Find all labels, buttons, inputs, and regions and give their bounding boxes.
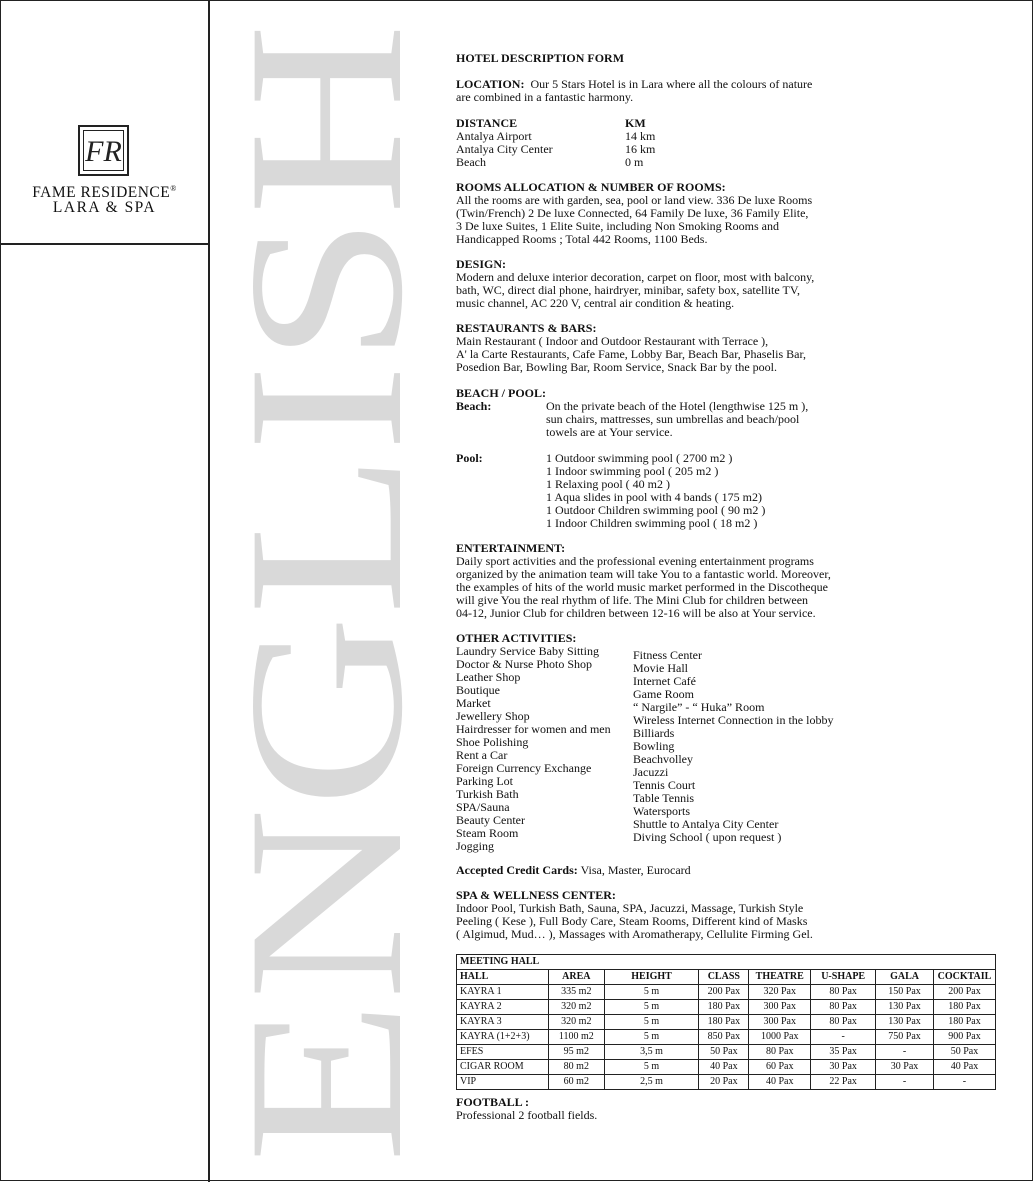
table-cell: 200 Pax bbox=[699, 985, 749, 1000]
brand-name-text: FAME RESIDENCE bbox=[32, 184, 171, 202]
table-cell: KAYRA 3 bbox=[457, 1015, 549, 1030]
table-cell: 1000 Pax bbox=[749, 1030, 811, 1045]
header-cell: THEATRE bbox=[749, 970, 811, 985]
table-cell: 60 m2 bbox=[548, 1075, 604, 1090]
table-cell: 180 Pax bbox=[699, 1000, 749, 1015]
table-cell: 200 Pax bbox=[933, 985, 995, 1000]
distance-km: 0 m bbox=[625, 155, 644, 169]
activity-item: Beachvolley bbox=[633, 752, 693, 766]
table-cell: 22 Pax bbox=[811, 1075, 876, 1090]
football-text: Professional 2 football fields. bbox=[456, 1108, 598, 1122]
entertainment-line: the examples of hits of the world music market performed in the Discotheque bbox=[456, 580, 828, 594]
table-cell: 80 Pax bbox=[811, 1015, 876, 1030]
rooms-line: Handicapped Rooms ; Total 442 Rooms, 1100 Beds. bbox=[456, 232, 708, 246]
pool-item: 1 Aqua slides in pool with 4 bands ( 175 m2) bbox=[546, 490, 762, 504]
registered-mark: ® bbox=[170, 184, 177, 193]
spa-section bbox=[456, 889, 1026, 941]
pool-item: 1 Indoor Children swimming pool ( 18 m2 ) bbox=[546, 516, 758, 530]
activity-item: Rent a Car bbox=[456, 748, 508, 762]
table-cell: 900 Pax bbox=[933, 1030, 995, 1045]
rooms-line: 3 De luxe Suites, 1 Elite Suite, including Non Smoking Rooms and bbox=[456, 219, 779, 233]
beach-line: towels are at Your service. bbox=[546, 425, 673, 439]
table-cell: 20 Pax bbox=[699, 1075, 749, 1090]
table-cell: - bbox=[876, 1045, 934, 1060]
table-cell: 850 Pax bbox=[699, 1030, 749, 1045]
distance-km: 16 km bbox=[625, 142, 656, 156]
table-cell: 5 m bbox=[604, 985, 699, 1000]
table-cell: 180 Pax bbox=[699, 1015, 749, 1030]
table-cell: 320 m2 bbox=[548, 1015, 604, 1030]
meeting-hall-section bbox=[456, 954, 1026, 1090]
logo-box bbox=[1, 1, 208, 245]
table-header-row bbox=[457, 970, 996, 985]
beach-text bbox=[546, 400, 808, 439]
location-text-1: Our 5 Stars Hotel is in Lara where all the colours of nature bbox=[530, 77, 813, 91]
sidebar bbox=[1, 1, 210, 1182]
header-cell: COCKTAIL bbox=[933, 970, 995, 985]
table-row bbox=[457, 1060, 996, 1075]
table-cell: - bbox=[811, 1030, 876, 1045]
table-cell: 300 Pax bbox=[749, 1000, 811, 1015]
beach-pool-section bbox=[456, 386, 1026, 530]
form-title: HOTEL DESCRIPTION FORM bbox=[456, 51, 625, 65]
brand-subtitle: LARA & SPA bbox=[52, 199, 157, 216]
table-cell: 30 Pax bbox=[811, 1060, 876, 1075]
football-section bbox=[456, 1096, 1026, 1122]
activity-item: Turkish Bath bbox=[456, 787, 519, 801]
restaurants-line: A' la Carte Restaurants, Cafe Fame, Lobby Bar, Beach Bar, Phaselis Bar, bbox=[456, 347, 806, 361]
location-section bbox=[456, 78, 1026, 104]
table-cell: 150 Pax bbox=[876, 985, 934, 1000]
design-line: music channel, AC 220 V, central air condition & heating. bbox=[456, 296, 735, 310]
design-line: Modern and deluxe interior decoration, carpet on floor, most with balcony, bbox=[456, 270, 815, 284]
activity-item: “ Nargile” - “ Huka” Room bbox=[633, 700, 765, 714]
activity-item: Shuttle to Antalya City Center bbox=[633, 817, 779, 831]
credit-cards-text: Visa, Master, Eurocard bbox=[580, 863, 691, 877]
activities-label: OTHER ACTIVITIES: bbox=[456, 631, 577, 645]
table-cell: EFES bbox=[457, 1045, 549, 1060]
table-cell: - bbox=[933, 1075, 995, 1090]
pool-label: Pool: bbox=[456, 451, 483, 465]
beach-line: sun chairs, mattresses, sun umbrellas and beach/pool bbox=[546, 412, 800, 426]
entertainment-line: 04-12, Junior Club for children between 12-16 will be also at Your service. bbox=[456, 606, 816, 620]
header-cell: HALL bbox=[457, 970, 549, 985]
activities-section bbox=[456, 631, 1026, 853]
activity-item: SPA/Sauna bbox=[456, 800, 510, 814]
table-cell: KAYRA 2 bbox=[457, 1000, 549, 1015]
activity-item: Tennis Court bbox=[633, 778, 696, 792]
activity-item: Foreign Currency Exchange bbox=[456, 761, 592, 775]
table-row bbox=[457, 1000, 996, 1015]
table-cell: - bbox=[876, 1075, 934, 1090]
table-cell: 60 Pax bbox=[749, 1060, 811, 1075]
table-cell: 40 Pax bbox=[749, 1075, 811, 1090]
credit-cards bbox=[456, 864, 1026, 877]
design-line: bath, WC, direct dial phone, hairdryer, minibar, safety box, satellite TV, bbox=[456, 283, 800, 297]
activity-item: Billiards bbox=[633, 726, 675, 740]
beach-pool-label: BEACH / POOL: bbox=[456, 386, 547, 400]
activity-item: Shoe Polishing bbox=[456, 735, 529, 749]
activity-item: Doctor & Nurse Photo Shop bbox=[456, 657, 592, 671]
activities-left-list bbox=[456, 645, 611, 853]
distance-place: Antalya Airport bbox=[456, 129, 532, 143]
activities-right-list bbox=[633, 649, 833, 844]
rooms-line: All the rooms are with garden, sea, pool or land view. 336 De luxe Rooms bbox=[456, 193, 813, 207]
entertainment-label: ENTERTAINMENT: bbox=[456, 541, 566, 555]
table-cell: 50 Pax bbox=[699, 1045, 749, 1060]
entertainment-line: organized by the animation team will take You to a fantastic world. Moreover, bbox=[456, 567, 831, 581]
table-cell: 30 Pax bbox=[876, 1060, 934, 1075]
table-cell: 35 Pax bbox=[811, 1045, 876, 1060]
activity-item: Bowling bbox=[633, 739, 675, 753]
entertainment-section bbox=[456, 542, 1026, 620]
table-cell: 750 Pax bbox=[876, 1030, 934, 1045]
restaurants-line: Posedion Bar, Bowling Bar, Room Service, Snack Bar by the pool. bbox=[456, 360, 777, 374]
distance-section bbox=[456, 117, 1026, 169]
distance-km: 14 km bbox=[625, 129, 656, 143]
activity-item: Parking Lot bbox=[456, 774, 513, 788]
table-row bbox=[457, 1015, 996, 1030]
activity-item: Jewellery Shop bbox=[456, 709, 530, 723]
table-cell: 2,5 m bbox=[604, 1075, 699, 1090]
header-cell: GALA bbox=[876, 970, 934, 985]
activity-item: Movie Hall bbox=[633, 661, 688, 675]
restaurants-line: Main Restaurant ( Indoor and Outdoor Restaurant with Terrace ), bbox=[456, 334, 769, 348]
table-cell: 320 Pax bbox=[749, 985, 811, 1000]
spa-label: SPA & WELLNESS CENTER: bbox=[456, 888, 616, 902]
activity-item: Internet Café bbox=[633, 674, 696, 688]
activity-item: Fitness Center bbox=[633, 648, 702, 662]
restaurants-section bbox=[456, 322, 1026, 374]
entertainment-line: Daily sport activities and the professional evening entertainment programs bbox=[456, 554, 814, 568]
table-cell: 1100 m2 bbox=[548, 1030, 604, 1045]
entertainment-line: will give You the real rhythm of life. The Mini Club for children between bbox=[456, 593, 809, 607]
table-row bbox=[457, 1075, 996, 1090]
table-cell: 320 m2 bbox=[548, 1000, 604, 1015]
table-cell: 40 Pax bbox=[933, 1060, 995, 1075]
distance-place: Antalya City Center bbox=[456, 142, 553, 156]
header-cell: CLASS bbox=[699, 970, 749, 985]
table-cell: 5 m bbox=[604, 1060, 699, 1075]
table-cell: 5 m bbox=[604, 1030, 699, 1045]
table-cell: 80 m2 bbox=[548, 1060, 604, 1075]
activity-item: Market bbox=[456, 696, 491, 710]
activity-item: Game Room bbox=[633, 687, 694, 701]
table-cell: 180 Pax bbox=[933, 1015, 995, 1030]
table-cell: KAYRA 1 bbox=[457, 985, 549, 1000]
table-cell: 300 Pax bbox=[749, 1015, 811, 1030]
distance-place: Beach bbox=[456, 155, 486, 169]
table-cell: 80 Pax bbox=[811, 1000, 876, 1015]
table-cell: 130 Pax bbox=[876, 1000, 934, 1015]
table-cell: 180 Pax bbox=[933, 1000, 995, 1015]
activity-item: Laundry Service Baby Sitting bbox=[456, 644, 599, 658]
english-watermark bbox=[203, 13, 449, 1163]
pool-item: 1 Indoor swimming pool ( 205 m2 ) bbox=[546, 464, 719, 478]
rooms-line: (Twin/French) 2 De luxe Connected, 64 Family De luxe, 36 Family Elite, bbox=[456, 206, 809, 220]
activity-item: Beauty Center bbox=[456, 813, 525, 827]
table-row bbox=[457, 985, 996, 1000]
spa-line: Indoor Pool, Turkish Bath, Sauna, SPA, Jacuzzi, Massage, Turkish Style bbox=[456, 901, 804, 915]
table-cell: 5 m bbox=[604, 1000, 699, 1015]
table-cell: 80 Pax bbox=[749, 1045, 811, 1060]
monogram-logo-icon bbox=[78, 125, 129, 176]
activity-item: Hairdresser for women and men bbox=[456, 722, 611, 736]
spa-line: Peeling ( Kese ), Full Body Care, Steam Rooms, Different kind of Masks bbox=[456, 914, 808, 928]
football-label: FOOTBALL : bbox=[456, 1095, 530, 1109]
rooms-section bbox=[456, 181, 1026, 246]
activity-item: Jogging bbox=[456, 839, 495, 853]
table-cell: 40 Pax bbox=[699, 1060, 749, 1075]
pool-item: 1 Outdoor Children swimming pool ( 90 m2 ) bbox=[546, 503, 766, 517]
pool-item: 1 Outdoor swimming pool ( 2700 m2 ) bbox=[546, 451, 733, 465]
distance-label: DISTANCE bbox=[456, 116, 518, 130]
table-row bbox=[457, 1030, 996, 1045]
table-row bbox=[457, 1045, 996, 1060]
header-cell: U-SHAPE bbox=[811, 970, 876, 985]
activity-item: Boutique bbox=[456, 683, 500, 697]
pool-item: 1 Relaxing pool ( 40 m2 ) bbox=[546, 477, 670, 491]
table-cell: 95 m2 bbox=[548, 1045, 604, 1060]
beach-line: On the private beach of the Hotel (lengthwise 125 m ), bbox=[546, 399, 809, 413]
activity-item: Wireless Internet Connection in the lobby bbox=[633, 713, 834, 727]
activity-item: Leather Shop bbox=[456, 670, 521, 684]
rooms-label: ROOMS ALLOCATION & NUMBER OF ROOMS: bbox=[456, 180, 726, 194]
monogram-text: FR bbox=[83, 130, 124, 171]
table-cell: 50 Pax bbox=[933, 1045, 995, 1060]
meeting-hall-title: MEETING HALL bbox=[457, 955, 996, 970]
location-text-2: are combined in a fantastic harmony. bbox=[456, 90, 634, 104]
table-cell: CIGAR ROOM bbox=[457, 1060, 549, 1075]
table-cell: 5 m bbox=[604, 1015, 699, 1030]
watermark-text: ENGLISH bbox=[203, 213, 449, 1163]
table-cell: 3,5 m bbox=[604, 1045, 699, 1060]
activity-item: Watersports bbox=[633, 804, 691, 818]
activity-item: Table Tennis bbox=[633, 791, 695, 805]
location-label: LOCATION: bbox=[456, 77, 525, 91]
table-cell: 80 Pax bbox=[811, 985, 876, 1000]
pool-list bbox=[546, 452, 765, 530]
table-cell: 335 m2 bbox=[548, 985, 604, 1000]
meeting-hall-table bbox=[456, 954, 996, 1090]
header-cell: HEIGHT bbox=[604, 970, 699, 985]
credit-cards-label: Accepted Credit Cards: bbox=[456, 863, 578, 877]
beach-label: Beach: bbox=[456, 399, 492, 413]
design-section bbox=[456, 258, 1026, 310]
table-cell: VIP bbox=[457, 1075, 549, 1090]
activity-item: Jacuzzi bbox=[633, 765, 669, 779]
table-cell: KAYRA (1+2+3) bbox=[457, 1030, 549, 1045]
activity-item: Diving School ( upon request ) bbox=[633, 830, 782, 844]
distance-unit: KM bbox=[625, 116, 646, 130]
table-cell: 130 Pax bbox=[876, 1015, 934, 1030]
restaurants-label: RESTAURANTS & BARS: bbox=[456, 321, 597, 335]
design-label: DESIGN: bbox=[456, 257, 507, 271]
activity-item: Steam Room bbox=[456, 826, 519, 840]
header-cell: AREA bbox=[548, 970, 604, 985]
spa-line: ( Algimud, Mud… ), Massages with Aromatherapy, Cellulite Firming Gel. bbox=[456, 927, 813, 941]
